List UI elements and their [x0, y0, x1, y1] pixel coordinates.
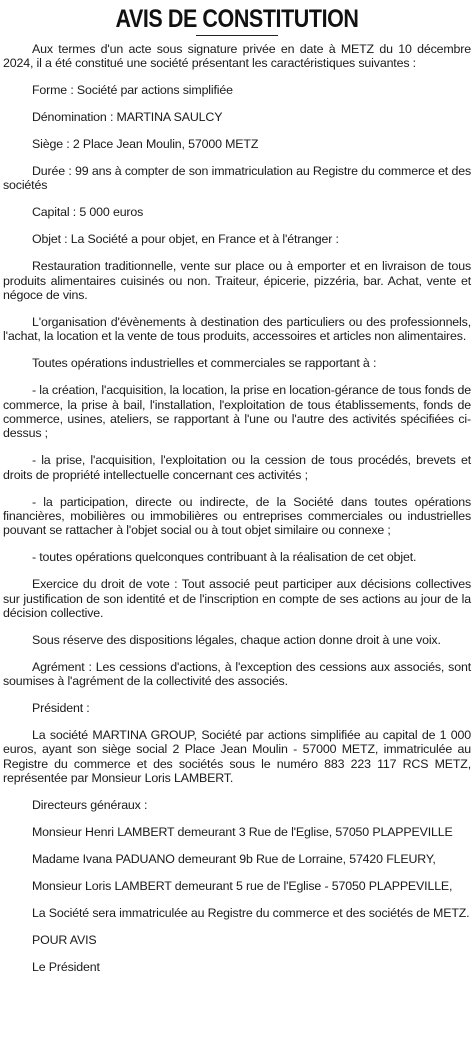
operations-item-brevets: - la prise, l'acquisition, l'exploitation ou la cession de tous procédés, brevets et droits de propriété intellectuelle concernant ces activités ; — [3, 453, 471, 482]
siege-line: Siège : 2 Place Jean Moulin, 57000 METZ — [32, 137, 259, 152]
title-underline — [196, 35, 278, 36]
agrement-paragraph: Agrément : Les cessions d'actions, à l'exception des cessions aux associés, sont soumises à l'agrément de la collectivité des associés. — [3, 659, 471, 689]
directeurs-heading: Directeurs généraux : — [32, 798, 148, 813]
forme-line: Forme : Société par actions simplifiée — [32, 83, 233, 98]
intro-paragraph: Aux termes d'un acte sous signature privée en date à METZ du 10 décembre 2024, il a été constitué une société présentant les caractéristiques suivantes : — [3, 42, 471, 71]
duree-line: Durée : 99 ans à compter de son immatriculation au Registre du commerce et des sociétés — [3, 164, 471, 193]
voix-paragraph: Sous réserve des dispositions légales, chaque action donne droit à une voix. — [32, 632, 441, 647]
pour-avis: POUR AVIS — [32, 932, 97, 947]
directeur-henri: Monsieur Henri LAMBERT demeurant 3 Rue de l'Eglise, 57050 PLAPPEVILLE — [32, 825, 453, 840]
operations-item-participation: - la participation, directe ou indirecte, de la Société dans toutes opérations financières, mobilières ou immobilières ou entreprises commerciales ou industrielles pouvant se rattacher à l'objet social ou à tout objet similaire ou connexe ; — [3, 494, 471, 538]
objet-evenements-paragraph: L'organisation d'évènements à destination des particuliers ou des professionnels, l'achat, la location et la vente de tous produits, accessoires et articles non alimentaires. — [3, 314, 471, 344]
capital-line: Capital : 5 000 euros — [32, 205, 144, 220]
directeur-ivana: Madame Ivana PADUANO demeurant 9b Rue de Lorraine, 57420 FLEURY, — [32, 851, 436, 866]
president-heading: Président : — [32, 701, 90, 716]
president-paragraph: La société MARTINA GROUP, Société par actions simplifiée au capital de 1 000 euros, ayant son siège social 2 Place Jean Moulin - 57000 METZ, immatriculée au Registre du commerce et des sociétés sous le numéro 883 223 117 RCS METZ, représentée par Monsieur Loris LAMBERT. — [3, 728, 471, 786]
operations-intro-paragraph: Toutes opérations industrielles et commerciales se rapportant à : — [32, 356, 377, 371]
immatriculation-paragraph: La Société sera immatriculée au Registre du commerce et des sociétés de METZ. — [32, 905, 470, 920]
denomination-line: Dénomination : MARTINA SAULCY — [32, 110, 223, 125]
objet-restauration-paragraph: Restauration traditionnelle, vente sur place ou à emporter et en livraison de tous produits alimentaires cuisinés ou non. Traiteur, épicerie, pizzéria, bar. Achat, vente et négoce de vins. — [3, 259, 471, 302]
operations-item-creation: - la création, l'acquisition, la location, la prise en location-gérance de tous fonds de commerce, la prise à bail, l'installation, l'exploitation de tous établissements, fonds de commerce, usines, ateliers, se rapportant à l'une ou l'autre des activités spécifiées ci-dessus ; — [3, 383, 471, 441]
notice-title: AVIS DE CONSTITUTION — [115, 5, 359, 33]
notice-body — [3, 42, 471, 974]
objet-line: Objet : La Société a pour objet, en France et à l'étranger : — [32, 232, 339, 247]
operations-item-quelconques: - toutes opérations quelconques contribuant à la réalisation de cet objet. — [32, 550, 417, 565]
directeur-loris: Monsieur Loris LAMBERT demeurant 5 rue de l'Eglise - 57050 PLAPPEVILLE, — [32, 878, 453, 893]
signature-le-president: Le Président — [32, 959, 100, 974]
droit-de-vote-paragraph: Exercice du droit de vote : Tout associé peut participer aux décisions collectives sur justification de son identité et de l'inscription en compte de ses actions au jour de la décision collective. — [3, 577, 471, 620]
